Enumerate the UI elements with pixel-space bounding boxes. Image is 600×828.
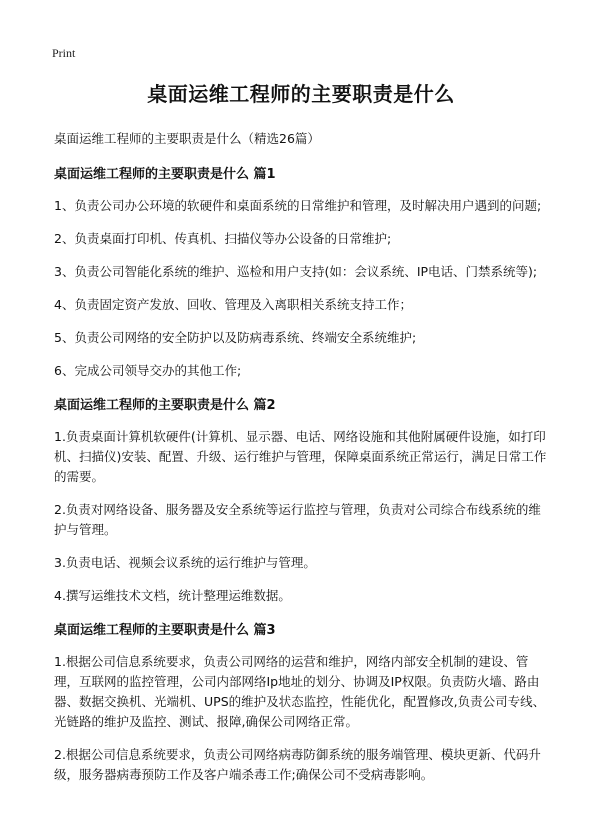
paragraph: 2.根据公司信息系统要求，负责公司网络病毒防御系统的服务端管理、模块更新、代码升级，服务器病毒预防工作及客户端杀毒工作;确保公司不受病毒影响。 <box>54 747 541 782</box>
section-3 <box>54 619 548 785</box>
section-2 <box>54 394 548 606</box>
document-body <box>54 78 548 798</box>
paragraph: 6、完成公司领导交办的其他工作; <box>54 363 242 378</box>
document-intro: 桌面运维工程师的主要职责是什么（精选26篇） <box>54 131 320 146</box>
paragraph: 5、负责公司网络的安全防护以及防病毒系统、终端安全系统维护; <box>54 330 417 345</box>
paragraph: 2、负责桌面打印机、传真机、扫描仪等办公设备的日常维护; <box>54 231 392 246</box>
paragraph: 2.负责对网络设备、服务器及安全系统等运行监控与管理，负责对公司综合布线系统的维护与管理。 <box>54 502 541 537</box>
paragraph: 1.负责桌面计算机软硬件(计算机、显示器、电话、网络设施和其他附属硬件设施，如打印机、扫描仪)安装、配置、升级、运行维护与管理，保障桌面系统正常运行，满足日常工作的需要。 <box>54 429 547 484</box>
section-heading: 桌面运维工程师的主要职责是什么 篇1 <box>54 167 276 182</box>
paragraph: 1、负责公司办公环境的软硬件和桌面系统的日常维护和管理，及时解决用户遇到的问题; <box>54 198 542 213</box>
paragraph: 4.撰写运维技术文档，统计整理运维数据。 <box>54 588 291 603</box>
section-heading: 桌面运维工程师的主要职责是什么 篇2 <box>54 398 276 413</box>
paragraph: 3、负责公司智能化系统的维护、巡检和用户支持(如：会议系统、IP电话、门禁系统等); <box>54 264 538 279</box>
paragraph: 1.根据公司信息系统要求，负责公司网络的运营和维护，网络内部安全机制的建设、管理，互联网的监控管理，公司内部网络Ip地址的划分、协调及IP权限。负责防火墙、路由器、数据交换机、光端机、UPS的维护及状态监控，性能优化，配置修改,负责公司专线、光链路的维护及监控、测试、报障,确保公司网络正常。 <box>54 654 546 729</box>
section-heading: 桌面运维工程师的主要职责是什么 篇3 <box>54 623 276 638</box>
document-title: 桌面运维工程师的主要职责是什么 <box>147 82 455 106</box>
paragraph: 3.负责电话、视频会议系统的运行维护与管理。 <box>54 555 316 570</box>
paragraph: 4、负责固定资产发放、回收、管理及入离职相关系统支持工作； <box>54 297 412 312</box>
print-link[interactable]: Print <box>52 46 76 60</box>
section-1 <box>54 163 548 381</box>
